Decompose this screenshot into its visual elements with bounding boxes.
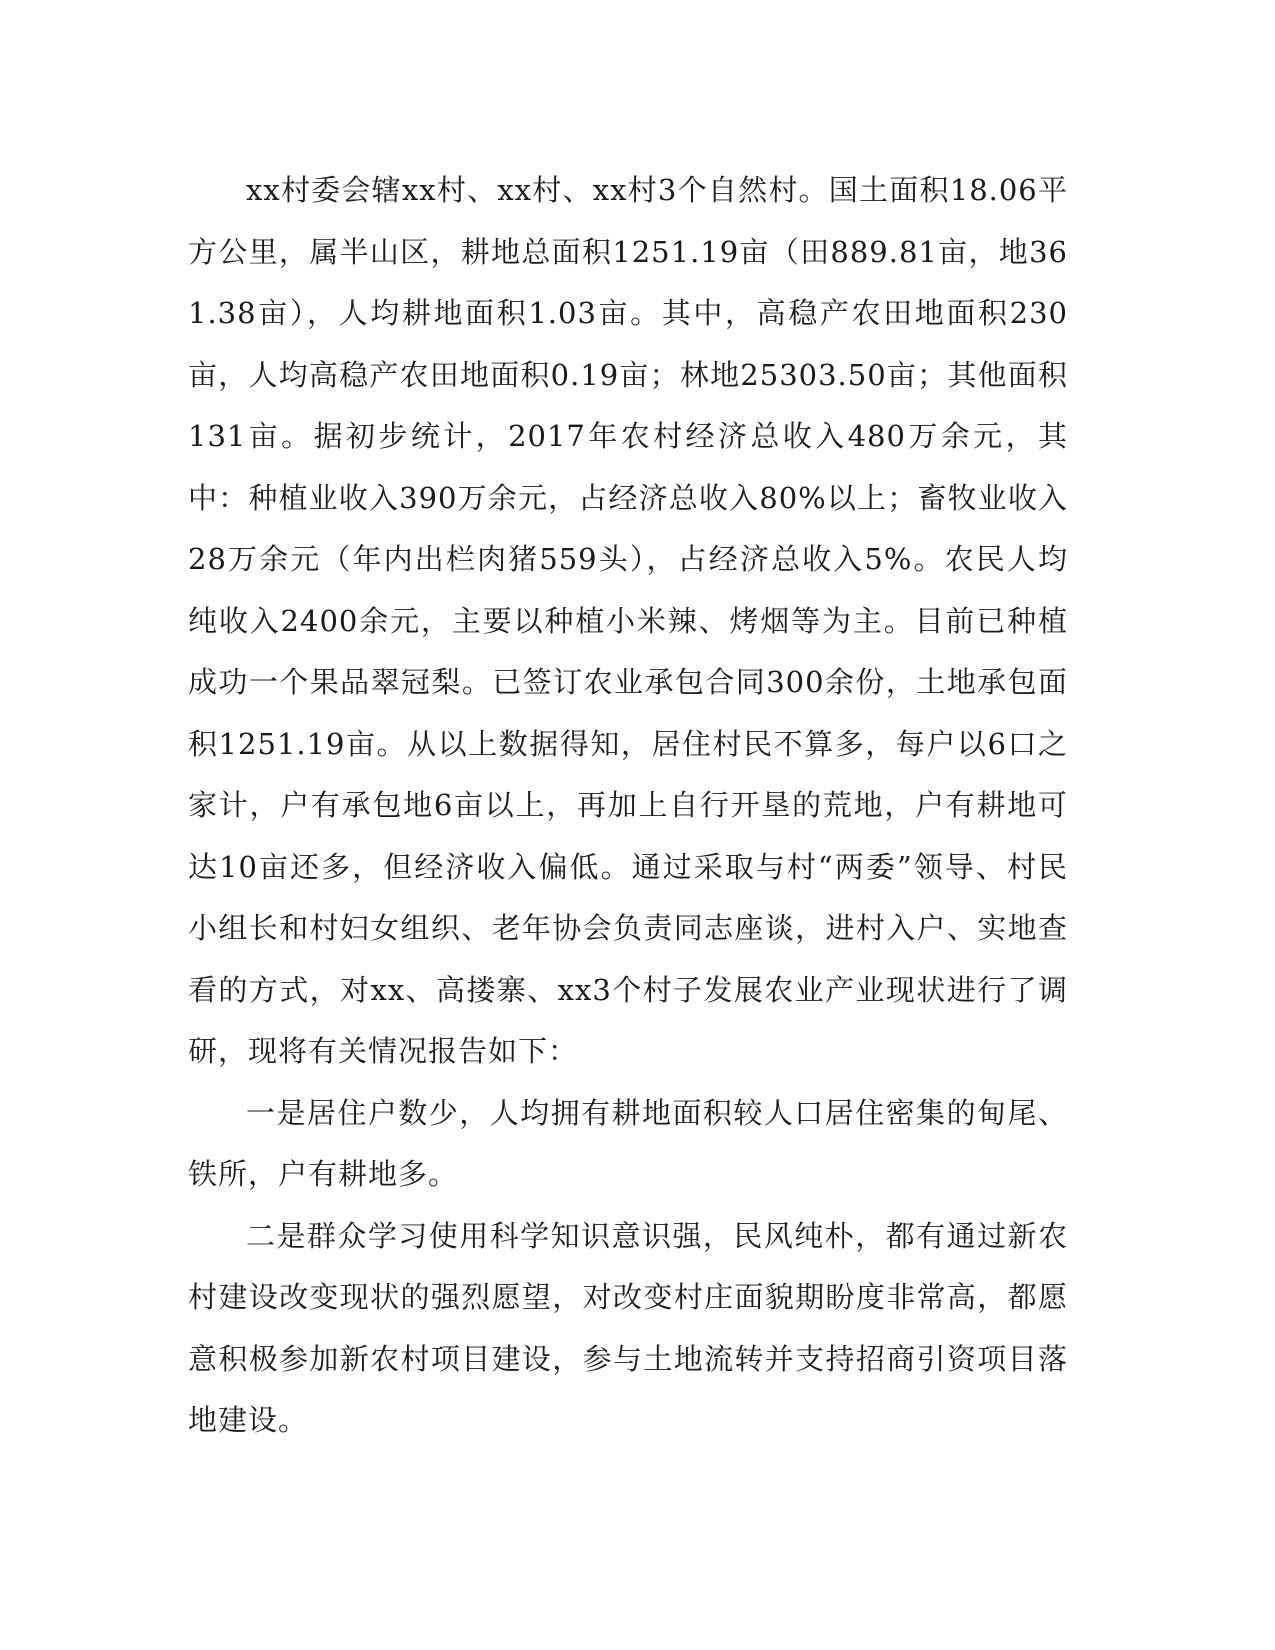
paragraph-point-two: 二是群众学习使用科学知识意识强，民风纯朴，都有通过新农村建设改变现状的强烈愿望，对改变村庄面貌期盼度非常高，都愿意积极参加新农村项目建设，参与土地流转并支持招商引资项目落地建设。: [188, 1218, 1068, 1437]
paragraph-village-overview: xx村委会辖xx村、xx村、xx村3个自然村。国土面积18.06平方公里，属半山区，耕地总面积1251.19亩（田889.81亩，地361.38亩），人均耕地面积1.03亩。其中，高稳产农田地面积230亩，人均高稳产农田地面积0.19亩；林地25303.50亩；其他面积131亩。据初步统计，2017年农村经济总收入480万余元，其中：种植业收入390万余元，占经济总收入80%以上；畜牧业收入28万余元（年内出栏肉猪559头），占经济总收入5%。农民人均纯收入2400余元，主要以种植小米辣、烤烟等为主。目前已种植成功一个果品翠冠梨。已签订农业承包合同300余份，土地承包面积1251.19亩。从以上数据得知，居住村民不算多，每户以6口之家计，户有承包地6亩以上，再加上自行开垦的荒地，户有耕地可达10亩还多，但经济收入偏低。通过采取与村“两委”领导、村民小组长和村妇女组织、老年协会负责同志座谈，进村入户、实地查看的方式，对xx、高搂寨、xx3个村子发展农业产业现状进行了调研，现将有关情况报告如下：: [188, 173, 1068, 1068]
document-body: [188, 160, 1068, 1452]
paragraph-point-one: 一是居住户数少，人均拥有耕地面积较人口居住密集的甸尾、铁所，户有耕地多。: [188, 1095, 1068, 1191]
